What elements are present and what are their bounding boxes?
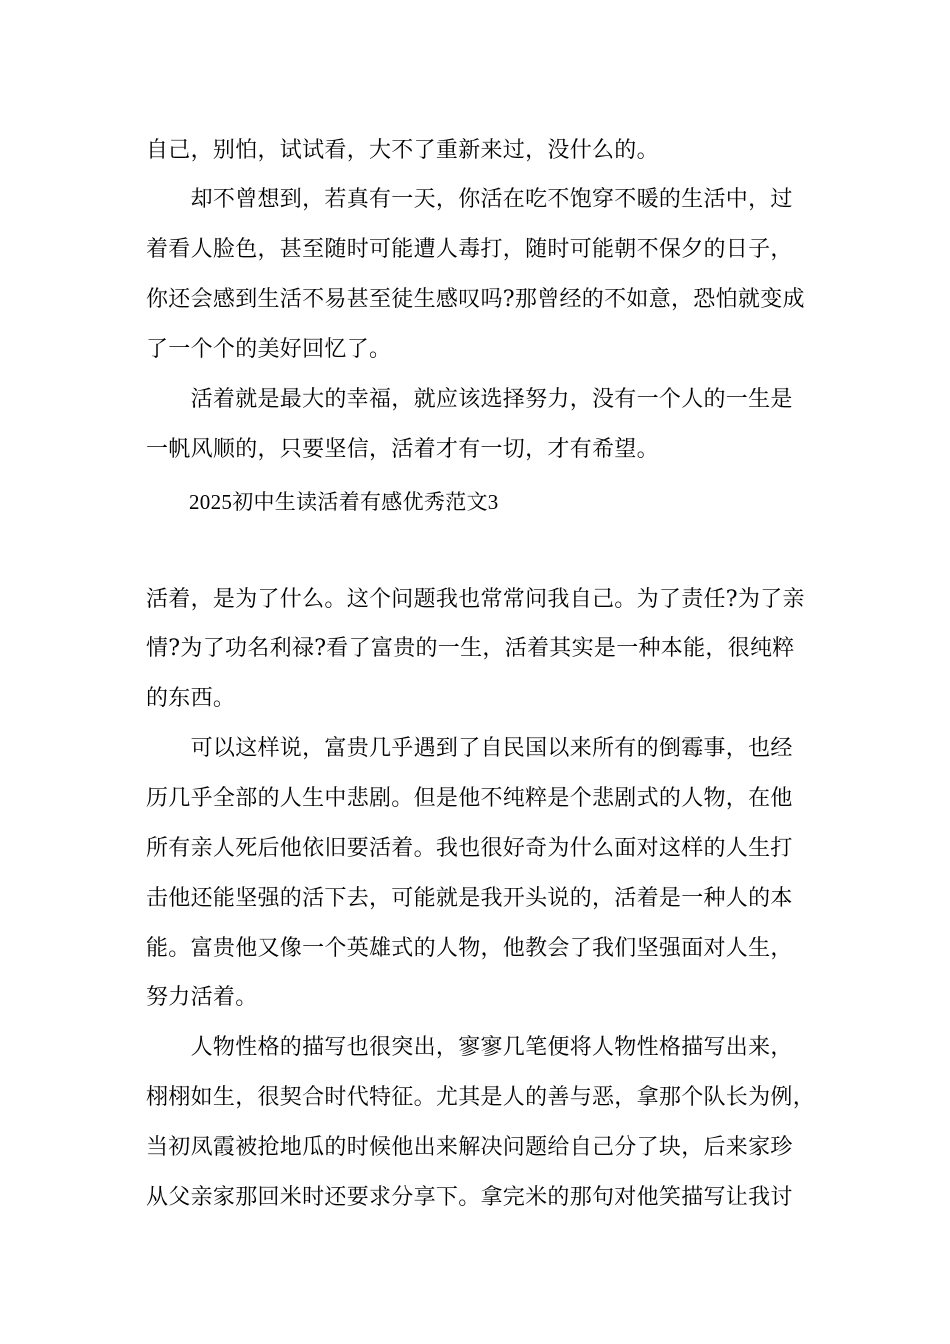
body-text-line: 着看人脸色，甚至随时可能遭人毒打，随时可能朝不保夕的日子，	[146, 237, 793, 262]
body-text-line: 活着，是为了什么。这个问题我也常常问我自己。为了责任?为了亲	[146, 587, 805, 612]
section-heading: 2025初中生读活着有感优秀范文3	[189, 490, 499, 514]
body-text-line: 活着就是最大的幸福，就应该选择努力，没有一个人的一生是	[146, 387, 793, 412]
body-text-line: 一帆风顺的，只要坚信，活着才有一切，才有希望。	[146, 437, 659, 462]
body-text-line: 人物性格的描写也很突出，寥寥几笔便将人物性格描写出来，	[146, 1035, 793, 1060]
body-text-line: 努力活着。	[146, 985, 258, 1010]
body-text-line: 从父亲家那回米时还要求分享下。拿完米的那句对他笑描写让我讨	[146, 1185, 793, 1210]
body-text-line: 击他还能坚强的活下去，可能就是我开头说的，活着是一种人的本	[146, 886, 793, 911]
body-text-line: 却不曾想到，若真有一天，你活在吃不饱穿不暖的生活中，过	[146, 187, 793, 212]
body-text-line: 当初凤霞被抢地瓜的时候他出来解决问题给自己分了块，后来家珍	[146, 1135, 793, 1160]
body-text-line: 历几乎全部的人生中悲剧。但是他不纯粹是个悲剧式的人物，在他	[146, 786, 793, 811]
body-text-line: 了一个个的美好回忆了。	[146, 337, 392, 362]
body-text-line: 的东西。	[146, 686, 236, 711]
body-text-line: 你还会感到生活不易甚至徒生感叹吗?那曾经的不如意，恐怕就变成	[146, 287, 805, 312]
body-text-line: 可以这样说，富贵几乎遇到了自民国以来所有的倒霉事，也经	[146, 736, 793, 761]
body-text-line: 栩栩如生，很契合时代特征。尤其是人的善与恶，拿那个队长为例，	[146, 1085, 816, 1110]
body-text-line: 能。富贵他又像一个英雄式的人物，他教会了我们坚强面对人生，	[146, 936, 793, 961]
body-text-line: 所有亲人死后他依旧要活着。我也很好奇为什么面对这样的人生打	[146, 836, 793, 861]
body-text-line: 情?为了功名利禄?看了富贵的一生，活着其实是一种本能，很纯粹	[146, 636, 795, 661]
body-text-line: 自己，别怕，试试看，大不了重新来过，没什么的。	[146, 138, 659, 163]
